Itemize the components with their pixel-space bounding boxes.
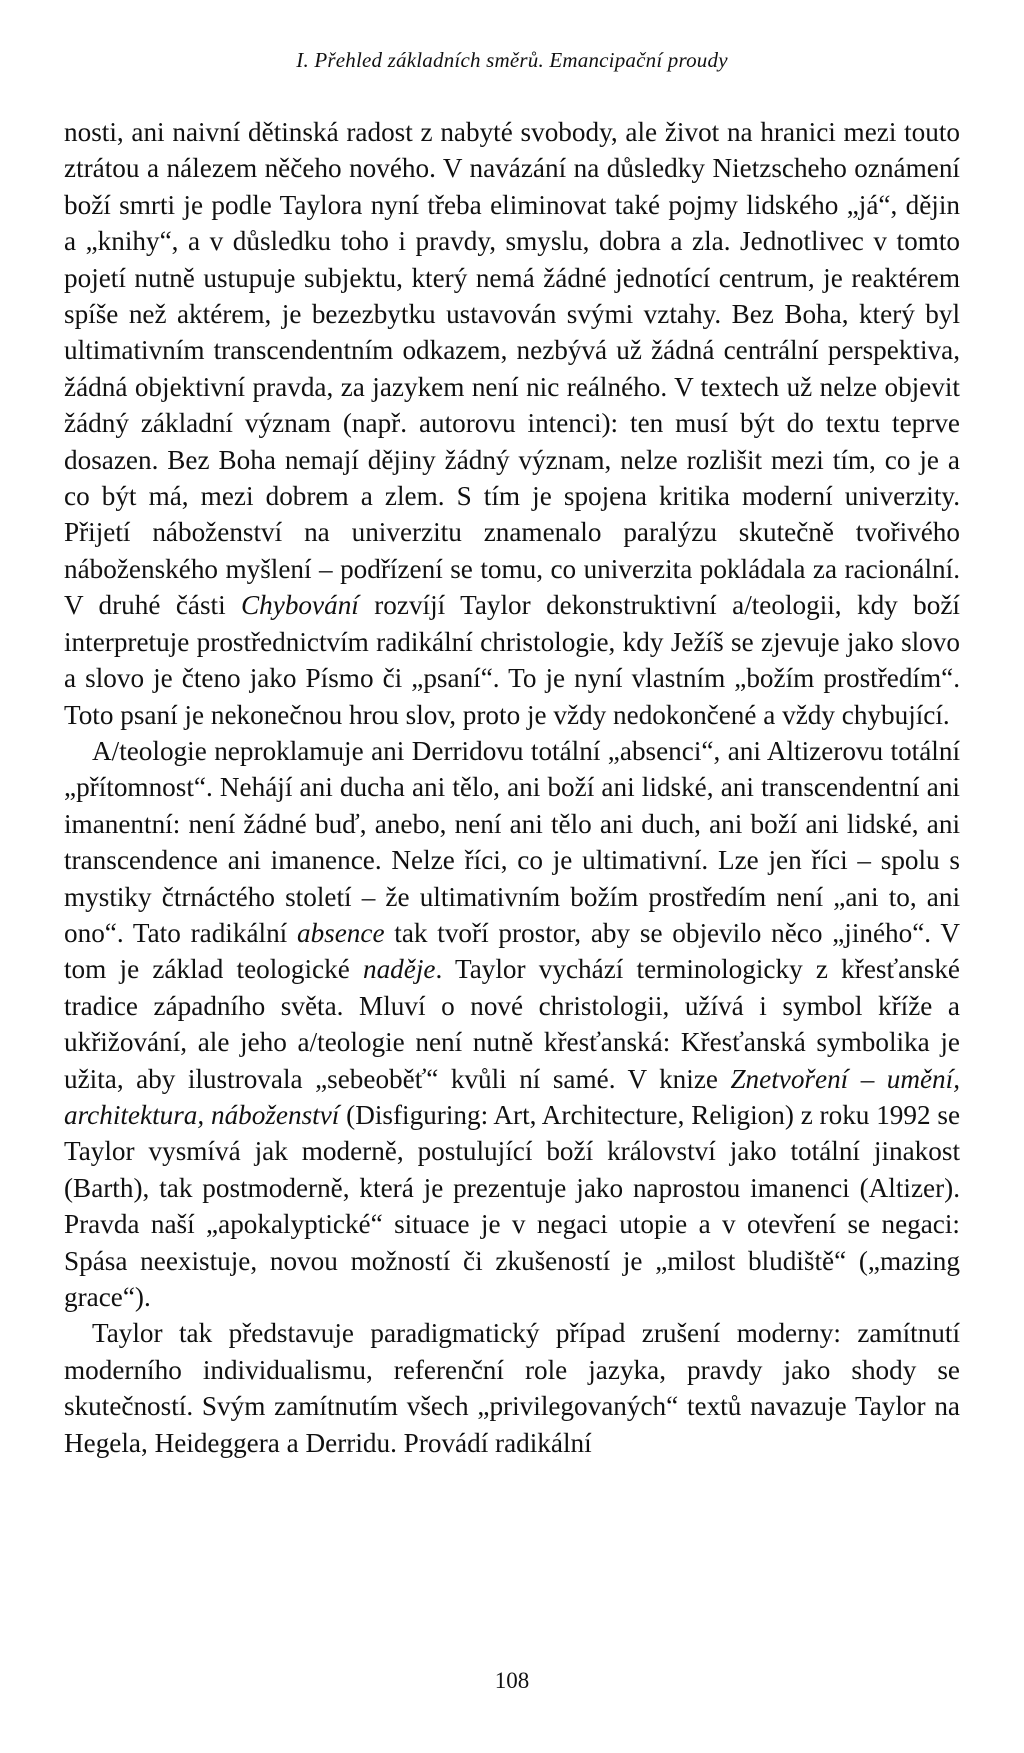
text-run: tak tvoří prostor, aby se objevilo něco „jiného“. V tom je základ teologické — [64, 917, 960, 985]
text-block — [64, 114, 960, 1461]
paragraph — [64, 733, 960, 1316]
text-run: (Disfiguring: Art, Architecture, Religion) z roku 1992 se Taylor vysmívá jak moderně, postulující boží království jako totální jinakost (Barth), tak postmoderně, která je prezentuje jako naprostou imanenci (Altizer). Pravda naší „apokalyptické“ situace je v negaci utopie a v otevření se negaci: Spása neexistuje, novou možností či zkušeností je „milost bludiště“ („mazing grace“). — [64, 1099, 961, 1312]
italic-run: Znetvoření – umění, architektura, náboženství — [64, 1063, 961, 1130]
page-number: 108 — [494, 1668, 530, 1693]
text-run: Taylor tak představuje paradigmatický případ zrušení moderny: zamítnutí moderního individualismu, referenční role jazyka, pravdy jako shody se skutečností. Svým zamítnutím všech „privilegovaných“ textů navazuje Taylor na Hegela, Heideggera a Derridu. Provádí radikální — [64, 1318, 960, 1458]
paragraph — [64, 114, 960, 733]
paragraph — [64, 1315, 960, 1461]
italic-run: naděje — [362, 954, 436, 985]
italic-run: Chybování — [241, 590, 359, 621]
italic-run: absence — [296, 917, 385, 948]
text-run: . Taylor vychází terminologicky z křesťanské tradice západního světa. Mluví o nové christologii, užívá i symbol kříže a ukřižování, ale jeho a/teologie není nutně křesťanská: Křesťanská symbolika je užita, aby ilustrovala „sebeoběť“ kvůli ní samé. V knize — [64, 954, 960, 1094]
running-head: I. Přehled základních směrů. Emancipační proudy — [296, 48, 728, 72]
text-run: rozvíjí Taylor dekonstruktivní a/teologii, kdy boží interpretuje prostřednictvím radikální christologie, kdy Ježíš se zjevuje jako slovo a slovo je čteno jako Písmo či „psaní“. To je nyní vlastním „božím prostředím“. Toto psaní je nekonečnou hrou slov, proto je vždy nedokončené a vždy chybující. — [64, 590, 960, 730]
text-run: A/teologie neproklamuje ani Derridovu totální „absenci“, ani Altizerovu totální „přítomnost“. Nehájí ani ducha ani tělo, ani boží ani lidské, ani transcendentní ani imanentní: není žádné buď, anebo, není ani tělo ani duch, ani boží ani lidské, ani transcendence ani imanence. Nelze říci, co je ultimativní. Lze jen říci – spolu s mystiky čtrnáctého století – že ultimativním božím prostředím není „ani to, ani ono“. Tato radikální — [64, 735, 960, 948]
text-run: nosti, ani naivní dětinská radost z nabyté svobody, ale život na hranici mezi touto ztrátou a nálezem něčeho nového. V navázání na důsledky Nietzscheho oznámení boží smrti je podle Taylora nyní třeba eliminovat také pojmy lidského „já“, dějin a „knihy“, a v důsledku toho i pravdy, smyslu, dobra a zla. Jednotlivec v tomto pojetí nutně ustupuje subjektu, který nemá žádné jednotící centrum, je reaktérem spíše než aktérem, je bezezbytku ustavován svými vztahy. Bez Boha, který byl ultimativním transcendentním odkazem, nezbývá už žádná centrální perspektiva, žádná objektivní pravda, za jazykem není nic reálného. V textech už nelze objevit žádný základní význam (např. autorovu intenci): ten musí být do textu teprve dosazen. Bez Boha nemají dějiny žádný význam, nelze rozlišit mezi tím, co je a co být má, mezi dobrem a zlem. S tím je spojena kritika moderní univerzity. Přijetí náboženství na univerzitu znamenalo paralýzu skutečně tvořivého náboženského myšlení – podřízení se tomu, co univerzita pokládala za racionální. V druhé části — [64, 117, 960, 621]
